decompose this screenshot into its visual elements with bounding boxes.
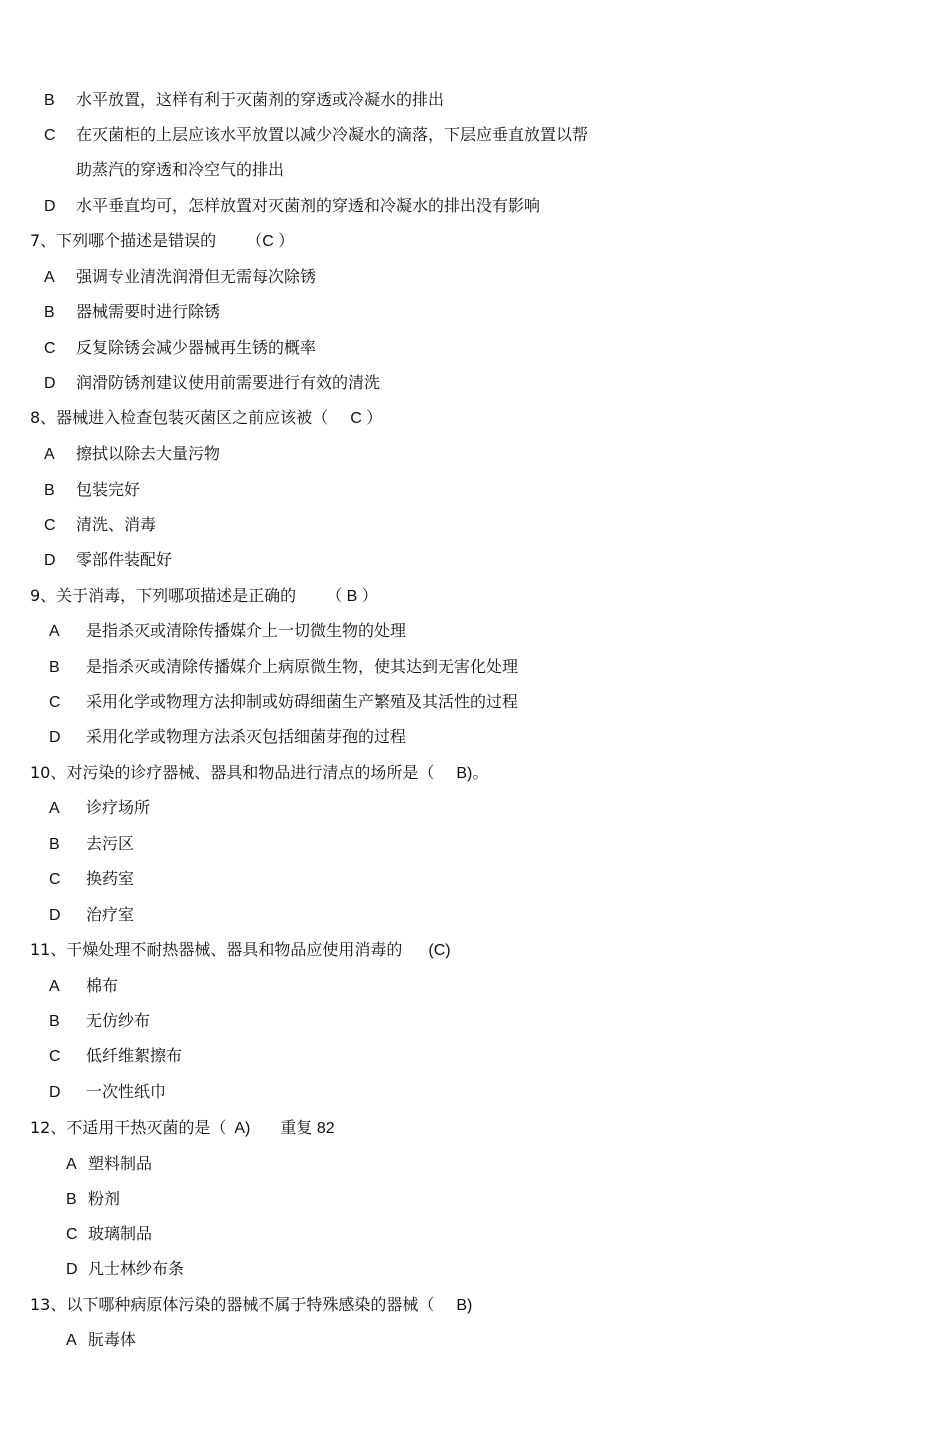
option-line <box>66 1330 136 1350</box>
option-line <box>49 1046 182 1066</box>
option-letter: B <box>49 1013 60 1030</box>
option-letter: B <box>66 1191 77 1208</box>
question-stem <box>30 1118 335 1138</box>
option-line <box>49 657 518 677</box>
answer-marker: B)。 <box>456 765 489 782</box>
option-letter: A <box>49 978 60 995</box>
option-text: 擦拭以除去大量污物 <box>76 444 221 463</box>
option-letter: D <box>44 552 56 569</box>
option-letter: C <box>49 694 61 711</box>
question-text: 13、以下哪种病原体污染的器械不属于特殊感染的器械（ <box>30 1295 435 1314</box>
option-line <box>66 1224 152 1244</box>
option-letter: A <box>49 623 60 640</box>
option-line <box>44 444 220 464</box>
option-letter: C <box>66 1226 78 1243</box>
option-text: 粉剂 <box>88 1189 121 1208</box>
answer-marker: B) <box>456 1297 473 1314</box>
option-line <box>66 1189 120 1209</box>
option-text: 零部件装配好 <box>76 550 173 569</box>
option-text: 朊毒体 <box>88 1330 137 1349</box>
option-text: 无仿纱布 <box>86 1011 151 1030</box>
option-line <box>66 1259 184 1279</box>
option-line <box>49 621 406 641</box>
option-line <box>44 267 316 287</box>
option-letter: D <box>44 375 56 392</box>
option-text: 一次性纸巾 <box>86 1082 167 1101</box>
option-text: 塑料制品 <box>88 1154 153 1173</box>
answer-marker: (C) <box>428 942 451 959</box>
option-letter: B <box>44 304 55 321</box>
option-line <box>49 727 406 747</box>
option-letter: D <box>49 729 61 746</box>
question-text: 9、关于消毒，下列哪项描述是正确的 <box>30 586 297 605</box>
question-text: 11、干燥处理不耐热器械、器具和物品应使用消毒的 <box>30 940 403 959</box>
option-letter: A <box>66 1156 77 1173</box>
option-text: 去污区 <box>86 834 135 853</box>
answer-marker: C ） <box>350 410 383 427</box>
option-line <box>44 125 588 145</box>
option-text: 水平垂直均可，怎样放置对灭菌剂的穿透和冷凝水的排出没有影响 <box>76 196 541 215</box>
option-line <box>49 1011 150 1031</box>
option-text: 助蒸汽的穿透和冷空气的排出 <box>76 160 285 179</box>
option-text: 反复除锈会减少器械再生锈的概率 <box>76 338 317 357</box>
option-text: 采用化学或物理方法杀灭包括细菌芽孢的过程 <box>86 727 407 746</box>
option-line <box>44 90 444 110</box>
option-line <box>49 692 518 712</box>
option-letter: D <box>66 1261 78 1278</box>
option-text: 润滑防锈剂建议使用前需要进行有效的清洗 <box>76 373 381 392</box>
option-text: 强调专业清洗润滑但无需每次除锈 <box>76 267 317 286</box>
option-letter: A <box>44 269 55 286</box>
option-text: 玻璃制品 <box>88 1224 153 1243</box>
option-line <box>44 196 540 216</box>
option-letter: A <box>66 1332 77 1349</box>
option-text: 水平放置，这样有利于灭菌剂的穿透或冷凝水的排出 <box>76 90 445 109</box>
option-text: 凡士林纱布条 <box>88 1259 185 1278</box>
option-letter: B <box>44 482 55 499</box>
answer-marker: （C ） <box>246 233 295 250</box>
answer-marker: （ B ） <box>326 588 378 605</box>
question-stem <box>30 408 382 428</box>
option-text: 棉布 <box>86 976 119 995</box>
question-stem <box>30 586 378 606</box>
question-stem <box>30 231 294 251</box>
option-text: 器械需要时进行除锈 <box>76 302 221 321</box>
option-line <box>49 905 134 925</box>
option-text: 在灭菌柜的上层应该水平放置以减少冷凝水的滴落，下层应垂直放置以帮 <box>76 125 589 144</box>
option-line <box>44 302 220 322</box>
option-letter: A <box>49 800 60 817</box>
option-letter: C <box>44 127 56 144</box>
option-line <box>49 869 134 889</box>
option-text: 包装完好 <box>76 480 141 499</box>
option-text: 采用化学或物理方法抑制或妨碍细菌生产繁殖及其活性的过程 <box>86 692 519 711</box>
option-line <box>44 480 140 500</box>
option-letter: C <box>49 1048 61 1065</box>
question-text: 12、不适用干热灭菌的是（ <box>30 1118 227 1137</box>
question-stem <box>30 1295 472 1315</box>
option-text: 诊疗场所 <box>86 798 151 817</box>
option-line <box>44 515 156 535</box>
answer-marker: A) <box>234 1120 251 1137</box>
option-line <box>49 798 150 818</box>
option-letter: B <box>44 92 55 109</box>
option-text: 换药室 <box>86 869 135 888</box>
option-line <box>44 373 380 393</box>
question-text: 7、下列哪个描述是错误的 <box>30 231 217 250</box>
question-note: 重复 82 <box>280 1120 335 1137</box>
option-letter: B <box>49 659 60 676</box>
question-stem <box>30 940 451 960</box>
option-text: 低纤维絮擦布 <box>86 1046 183 1065</box>
option-text: 是指杀灭或清除传播媒介上病原微生物，使其达到无害化处理 <box>86 657 519 676</box>
option-letter: B <box>49 836 60 853</box>
option-letter: D <box>49 1084 61 1101</box>
option-text: 清洗、消毒 <box>76 515 157 534</box>
option-line <box>44 550 172 570</box>
option-letter: C <box>44 517 56 534</box>
question-text: 8、器械进入检查包装灭菌区之前应该被（ <box>30 408 329 427</box>
option-line <box>49 834 134 854</box>
option-letter: D <box>49 907 61 924</box>
option-letter: C <box>44 340 56 357</box>
question-stem <box>30 763 488 783</box>
option-line <box>44 338 316 358</box>
option-line <box>66 1154 152 1174</box>
option-line-continuation <box>76 160 284 180</box>
option-text: 治疗室 <box>86 905 135 924</box>
option-letter: C <box>49 871 61 888</box>
option-text: 是指杀灭或清除传播媒介上一切微生物的处理 <box>86 621 407 640</box>
option-letter: A <box>44 446 55 463</box>
option-letter: D <box>44 198 56 215</box>
option-line <box>49 1082 166 1102</box>
question-text: 10、对污染的诊疗器械、器具和物品进行清点的场所是（ <box>30 763 435 782</box>
option-line <box>49 976 118 996</box>
